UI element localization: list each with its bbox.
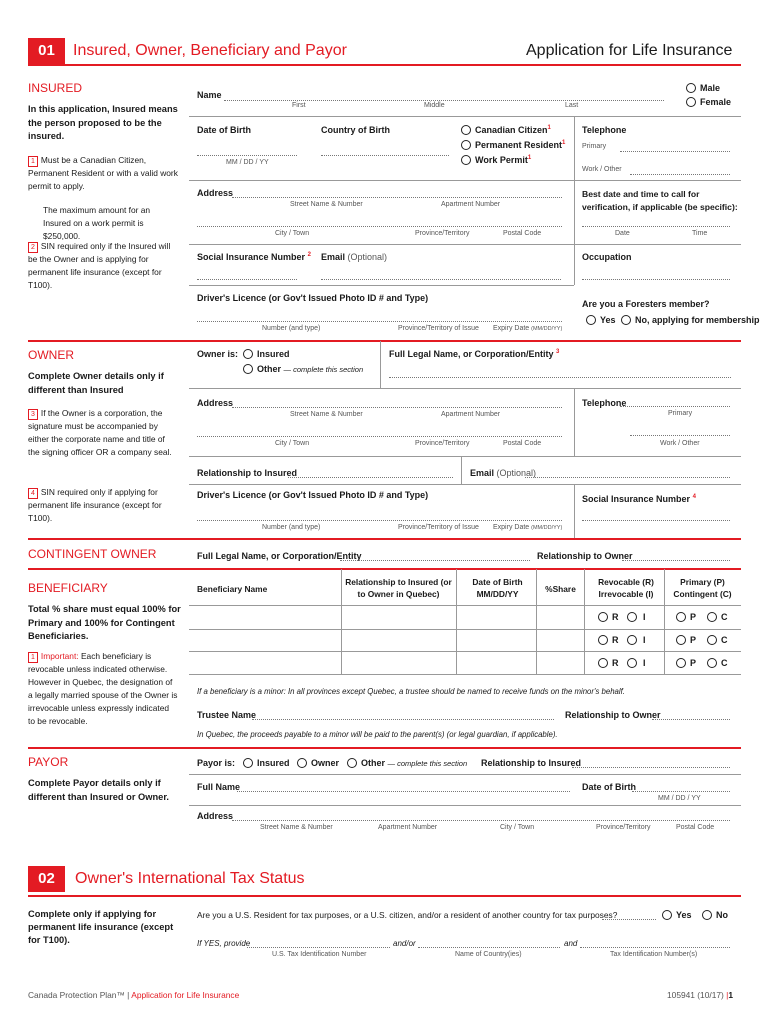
address-field[interactable] bbox=[232, 197, 562, 198]
country-field[interactable] bbox=[321, 155, 449, 156]
sin-field[interactable] bbox=[197, 279, 297, 280]
dob-field[interactable] bbox=[197, 155, 297, 156]
sin-label: Social Insurance Number $^2$ bbox=[197, 252, 311, 262]
owner-address-label: Address bbox=[197, 398, 234, 408]
owner-dl-field[interactable] bbox=[197, 520, 562, 521]
best-time-field[interactable] bbox=[582, 226, 730, 227]
contingent-rel-label: Relationship to Owner bbox=[537, 551, 633, 561]
telephone-label: Telephone bbox=[582, 125, 627, 135]
work-phone-field[interactable] bbox=[630, 174, 730, 175]
payor-address-label: Address bbox=[197, 811, 234, 821]
best-time-label: Best date and time to call for verification, if applicable (be specific): bbox=[582, 189, 738, 212]
owner-rel-label: Relationship to Insured bbox=[197, 468, 298, 478]
note-1: 1 Must be a Canadian Citizen, Permanent Resident or with a valid work permit to apply. bbox=[28, 155, 178, 191]
row2-contingent-radio[interactable] bbox=[707, 635, 717, 645]
note-4: 4 SIN required only if applying for permanent life insurance (except for T100). bbox=[28, 487, 162, 523]
dl-field[interactable] bbox=[197, 321, 562, 322]
payor-heading: PAYOR bbox=[28, 755, 69, 769]
contingent-heading: CONTINGENT OWNER bbox=[28, 547, 157, 561]
tax-no-radio[interactable] bbox=[702, 910, 712, 920]
row3-contingent-radio[interactable] bbox=[707, 658, 717, 668]
payor-rel-field[interactable] bbox=[572, 767, 730, 768]
if-yes-label: If YES, provide bbox=[197, 939, 251, 948]
note-1b: The maximum amount for an Insured on a work permit is $250,000. bbox=[43, 205, 151, 241]
foresters-question: Are you a Foresters member? bbox=[582, 299, 710, 309]
occupation-label: Occupation bbox=[582, 252, 632, 262]
footer-left: Canada Protection Plan™ | Application for Life Insurance bbox=[28, 990, 240, 1000]
wp-radio[interactable] bbox=[461, 155, 471, 165]
payor-address-field[interactable] bbox=[232, 820, 730, 821]
owner-email-field[interactable] bbox=[525, 477, 730, 478]
name-field[interactable] bbox=[224, 100, 664, 101]
section-number: 01 bbox=[28, 38, 65, 64]
row1-contingent-radio[interactable] bbox=[707, 612, 717, 622]
section2-number: 02 bbox=[28, 866, 65, 892]
payor-dob-field[interactable] bbox=[632, 791, 730, 792]
payor-name-label: Full Name bbox=[197, 782, 241, 792]
owner-rel-field[interactable] bbox=[288, 477, 453, 478]
footer-right: 105941 (10/17) |1 bbox=[667, 990, 733, 1000]
section2-title: Owner's International Tax Status bbox=[75, 870, 305, 887]
country-field[interactable] bbox=[418, 947, 560, 948]
col-primary: Primary (P) Contingent (C) bbox=[673, 577, 732, 599]
payor-insured-radio[interactable] bbox=[243, 758, 253, 768]
contingent-name-field[interactable] bbox=[340, 560, 530, 561]
trustee-field[interactable] bbox=[252, 719, 554, 720]
owner-sin-label: Social Insurance Number $^4$ bbox=[582, 494, 696, 504]
owner-full-name-field[interactable] bbox=[389, 377, 731, 378]
row1-primary-radio[interactable] bbox=[676, 612, 686, 622]
quebec-note: In Quebec, the proceeds payable to a minor will be paid to the parent(s) (or legal guardian, if applicable). bbox=[197, 730, 558, 739]
col-beneficiary-name: Beneficiary Name bbox=[197, 584, 268, 594]
email-label: Email (Optional) bbox=[321, 252, 388, 262]
owner-intro: Complete Owner details only if different than Insured bbox=[28, 371, 164, 395]
pr-radio[interactable] bbox=[461, 140, 471, 150]
trustee-rel-label: Relationship to Owner bbox=[565, 710, 661, 720]
col-share: %Share bbox=[545, 584, 576, 594]
citizen-radio[interactable] bbox=[461, 125, 471, 135]
name-label: Name bbox=[197, 90, 222, 100]
us-tin-field[interactable] bbox=[247, 947, 390, 948]
city-field[interactable] bbox=[197, 226, 562, 227]
beneficiary-note: 1 Important: Each beneficiary is revocable unless indicated otherwise. However in Quebec, the designation of a legally married spouse of the Owner is irrevocable unless expressly indicated to be revocable. bbox=[28, 651, 178, 726]
female-radio[interactable] bbox=[686, 97, 696, 107]
row2-irrevocable-radio[interactable] bbox=[627, 635, 637, 645]
section2-intro: Complete only if applying for permanent life insurance (except for T100). bbox=[28, 909, 174, 945]
tax-question: Are you a U.S. Resident for tax purposes, or a U.S. citizen, and/or a resident of another country for tax purposes? bbox=[197, 910, 618, 920]
owner-other-radio[interactable] bbox=[243, 364, 253, 374]
document-title: Application for Life Insurance bbox=[526, 42, 733, 59]
payor-intro: Complete Payor details only if different than Insured or Owner. bbox=[28, 778, 170, 802]
row1-irrevocable-radio[interactable] bbox=[627, 612, 637, 622]
trustee-rel-field[interactable] bbox=[652, 719, 730, 720]
owner-insured-radio[interactable] bbox=[243, 349, 253, 359]
owner-telephone-label: Telephone bbox=[582, 398, 627, 408]
owner-work-phone-field[interactable] bbox=[630, 435, 730, 436]
male-radio[interactable] bbox=[686, 83, 696, 93]
col-revocable: Revocable (R) Irrevocable (I) bbox=[598, 577, 654, 599]
trustee-label: Trustee Name bbox=[197, 710, 257, 720]
foresters-yes-radio[interactable] bbox=[586, 315, 596, 325]
col-dob: Date of Birth MM/DD/YY bbox=[472, 577, 523, 599]
owner-city-field[interactable] bbox=[197, 436, 562, 437]
row1-revocable-radio[interactable] bbox=[598, 612, 608, 622]
row3-primary-radio[interactable] bbox=[676, 658, 686, 668]
country-label: Country of Birth bbox=[321, 125, 390, 135]
insured-heading: INSURED bbox=[28, 81, 83, 95]
dob-label: Date of Birth bbox=[197, 125, 251, 135]
dl-label: Driver's Licence (or Gov't Issued Photo ID # and Type) bbox=[197, 293, 429, 303]
section-title: Insured, Owner, Beneficiary and Payor bbox=[73, 42, 347, 59]
foresters-no-radio[interactable] bbox=[621, 315, 631, 325]
minor-note: If a beneficiary is a minor: In all provinces except Quebec, a trustee should be named to receive funds on the minor's behalf. bbox=[197, 687, 625, 696]
payor-owner-radio[interactable] bbox=[297, 758, 307, 768]
row3-irrevocable-radio[interactable] bbox=[627, 658, 637, 668]
owner-primary-phone-field[interactable] bbox=[620, 406, 730, 407]
owner-sin-field[interactable] bbox=[582, 520, 730, 521]
insured-intro: In this application, Insured means the person proposed to be the insured. bbox=[28, 104, 178, 141]
owner-full-name-label: Full Legal Name, or Corporation/Entity $^3$ bbox=[389, 349, 560, 359]
payor-dob-label: Date of Birth bbox=[582, 782, 636, 792]
tax-yes-radio[interactable] bbox=[662, 910, 672, 920]
row3-revocable-radio[interactable] bbox=[598, 658, 608, 668]
payor-name-field[interactable] bbox=[237, 791, 570, 792]
owner-is-label: Owner is: bbox=[197, 349, 239, 359]
row2-primary-radio[interactable] bbox=[676, 635, 686, 645]
owner-email-label: Email (Optional) bbox=[470, 468, 537, 478]
email-field[interactable] bbox=[321, 279, 561, 280]
payor-is-label: Payor is: bbox=[197, 758, 236, 768]
note-2: 2 SIN required only if the Insured will be the Owner and is applying for permanent life insurance (except for T100). bbox=[28, 241, 171, 290]
owner-dl-label: Driver's Licence (or Gov't Issued Photo ID # and Type) bbox=[197, 490, 429, 500]
contingent-name-label: Full Legal Name, or Corporation/Entity bbox=[197, 551, 362, 561]
contingent-rel-field[interactable] bbox=[622, 560, 730, 561]
tins-field[interactable] bbox=[580, 947, 730, 948]
col-relationship: Relationship to Insured (or to Owner in Quebec) bbox=[345, 577, 452, 599]
owner-address-field[interactable] bbox=[232, 407, 562, 408]
payor-rel-label: Relationship to Insured bbox=[481, 758, 582, 768]
beneficiary-heading: BENEFICIARY bbox=[28, 581, 108, 595]
primary-phone-field[interactable] bbox=[620, 151, 730, 152]
occupation-field[interactable] bbox=[582, 279, 730, 280]
beneficiary-intro: Total % share must equal 100% for Primary and 100% for Contingent Beneficiaries. bbox=[28, 604, 181, 641]
address-label: Address bbox=[197, 188, 234, 198]
payor-other-radio[interactable] bbox=[347, 758, 357, 768]
note-3: 3 If the Owner is a corporation, the signature must be accompanied by either the corporate name and title of the signing officer OR a company seal. bbox=[28, 408, 172, 457]
owner-heading: OWNER bbox=[28, 348, 74, 362]
row2-revocable-radio[interactable] bbox=[598, 635, 608, 645]
